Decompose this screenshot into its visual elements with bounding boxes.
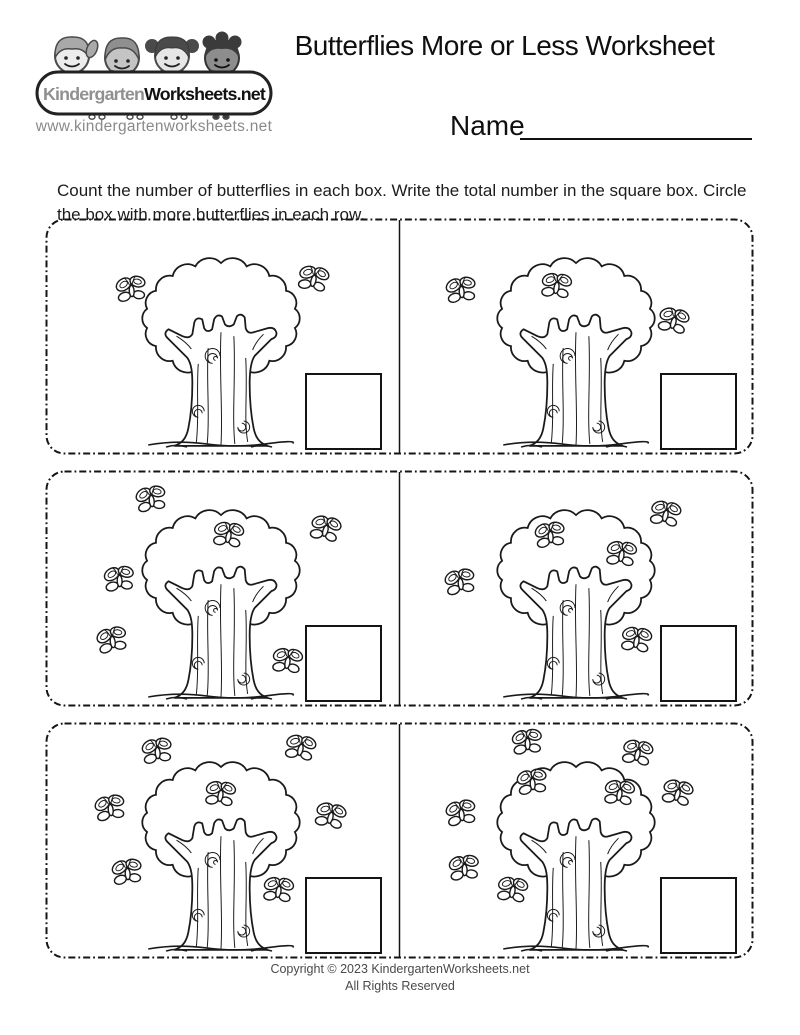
butterfly-icon (601, 537, 642, 573)
worksheet-cell[interactable] (45, 218, 399, 455)
name-input-line[interactable] (520, 138, 752, 140)
logo-text: Kindergarten Worksheets.net (42, 84, 263, 104)
butterfly-icon (507, 725, 548, 761)
butterfly-icon (208, 518, 250, 555)
site-logo (34, 20, 274, 120)
butterfly-icon (111, 272, 153, 309)
tree-illustration (137, 253, 305, 451)
answer-box[interactable] (305, 373, 382, 450)
butterfly-icon (107, 855, 149, 892)
answer-box[interactable] (660, 877, 737, 954)
butterfly-icon (309, 797, 353, 836)
worksheet-grid (45, 218, 754, 974)
worksheet-row (45, 470, 754, 707)
butterfly-icon (280, 730, 323, 768)
worksheet-row (45, 218, 754, 455)
butterfly-icon (617, 735, 660, 773)
butterfly-icon (293, 261, 336, 299)
butterfly-icon (131, 481, 174, 519)
answer-box[interactable] (660, 373, 737, 450)
worksheet-cell[interactable] (400, 722, 754, 959)
page-title: Butterflies More or Less Worksheet (294, 30, 715, 61)
worksheet-cell[interactable] (45, 470, 399, 707)
butterfly-icon (599, 776, 640, 812)
worksheet-cell[interactable] (400, 470, 754, 707)
butterfly-icon (444, 851, 485, 887)
butterfly-icon (512, 765, 554, 802)
worksheet-cell[interactable] (400, 218, 754, 455)
butterfly-icon (536, 269, 577, 305)
butterfly-icon (90, 790, 133, 828)
butterfly-icon (645, 496, 688, 534)
butterfly-icon (616, 623, 658, 660)
instructions: Count the number of butterflies in each box. Write the total number in the square box. Circle the box with more butterflies in each row. (57, 181, 747, 225)
butterfly-icon (258, 873, 299, 909)
butterfly-icon (440, 564, 483, 602)
butterfly-icon (137, 734, 179, 771)
answer-box[interactable] (660, 625, 737, 702)
butterfly-icon (530, 518, 572, 555)
butterfly-icon (304, 510, 348, 549)
page-footer (0, 961, 800, 995)
worksheet-cell[interactable] (45, 722, 399, 959)
worksheet-row (45, 722, 754, 959)
butterfly-icon (91, 621, 135, 660)
butterfly-icon (441, 795, 484, 833)
answer-box[interactable] (305, 625, 382, 702)
butterfly-icon (656, 774, 700, 813)
copyright-text: Copyright © 2023 KindergartenWorksheets.net (270, 962, 530, 976)
rights-text: All Rights Reserved (345, 978, 455, 993)
butterfly-icon (200, 777, 241, 813)
name-row (450, 110, 525, 146)
name-label: Name (450, 110, 525, 141)
butterfly-icon (99, 562, 140, 598)
butterfly-icon (441, 273, 483, 310)
butterfly-icon (267, 644, 308, 680)
butterfly-icon (492, 873, 534, 910)
site-url: www.kindergartenworksheets.net (35, 118, 273, 135)
answer-box[interactable] (305, 877, 382, 954)
tree-illustration (492, 505, 660, 703)
